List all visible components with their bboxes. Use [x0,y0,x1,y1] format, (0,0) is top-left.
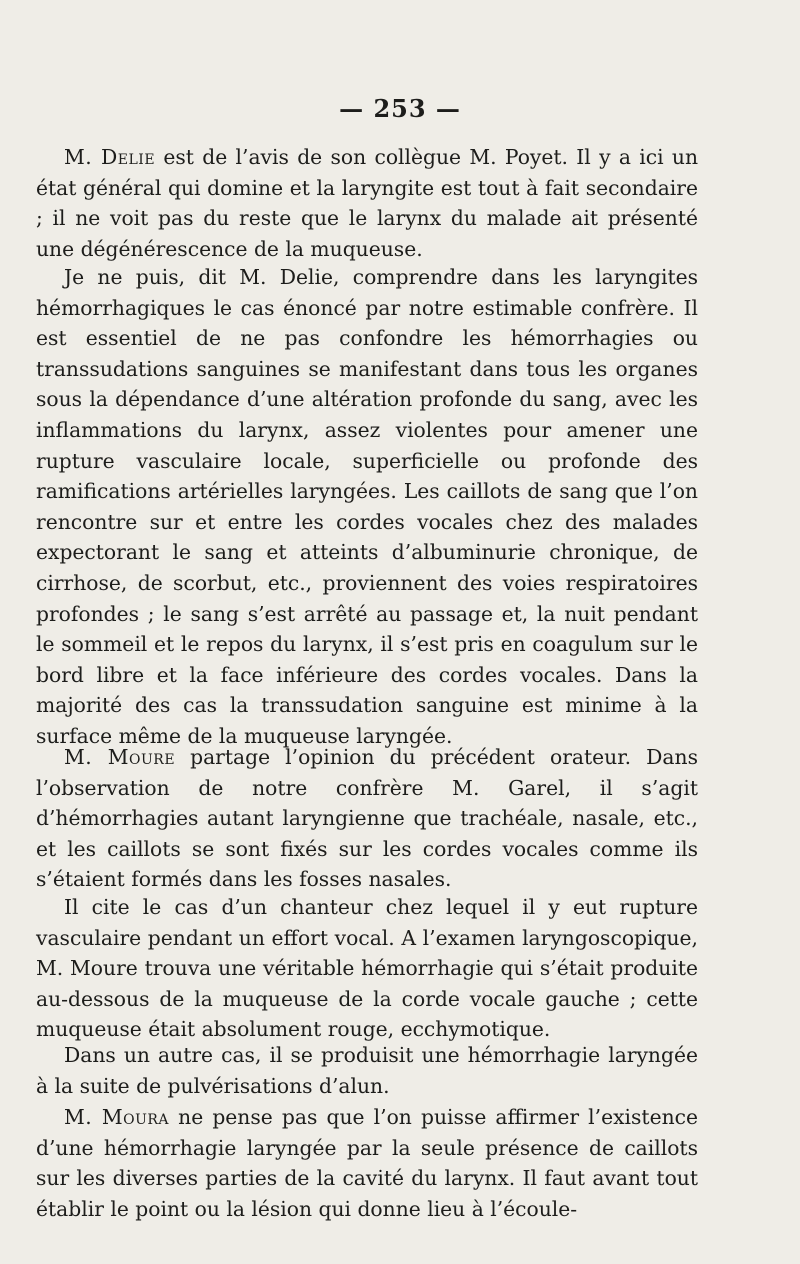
speaker-name: M. Delie [64,145,156,169]
page-number: — 253 — [339,94,461,123]
paragraph-moure-opinion [36,742,698,895]
paragraph-text: ne pense pas que l’on puisse affirmer l’existence d’une hémorrhagie laryngée par la seule présence de caillots sur les diverses parties de la cavité du larynx. Il faut avant tout établir le point ou la lésion qui donne lieu à l’écoule- [36,1105,698,1221]
paragraph-delie-argument [36,262,698,752]
paragraph-text: partage l’opinion du précédent orateur. Dans l’observation de notre confrère M. Garel, il s’agit d’hémorrhagies autant laryngienne que trachéale, nasale, etc., et les caillots se sont fixés sur les cordes vocales comme ils s’étaient formés dans les fosses nasales. [36,745,698,892]
paragraph-text: Dans un autre cas, il se produisit une hémorrhagie laryngée à la suite de pulvérisations d’alun. [36,1043,698,1098]
speaker-name: M. Moura [64,1105,170,1129]
paragraph-text: Je ne puis, dit M. Delie, comprendre dans les laryngites hémorrhagiques le cas énoncé par notre estimable confrère. Il est essentiel de ne pas confondre les hémorrhagies ou transsudations sanguines se manifestant dans tous les organes sous la dépendance d’une altération profonde du sang, avec les inflammations du larynx, assez violentes pour amener une rupture vasculaire locale, superficielle ou profonde des ramifications artérielles laryngées. Les caillots de sang que l’on rencontre sur et entre les cordes vocales chez des malades expectorant le sang et atteints d’albuminurie chronique, de cirrhose, de scorbut, etc., proviennent des voies respiratoires profondes ; le sang s’est arrêté au passage et, la nuit pendant le sommeil et le repos du larynx, il s’est pris en coagulum sur le bord libre et la face inférieure des cordes vocales. Dans la majorité des cas la transsudation sanguine est minime à la surface même de la muqueuse laryngée. [36,265,698,748]
paragraph-moure-second-case [36,1040,698,1101]
paragraph-moure-case [36,892,698,1045]
paragraph-text: est de l’avis de son collègue M. Poyet. Il y a ici un état général qui domine et la laryngite est tout à fait secondaire ; il ne voit pas du reste que le larynx du malade ait présenté une dégénérescence de la muqueuse. [36,145,698,261]
paragraph-moura-opinion [36,1102,698,1224]
paragraph-delie-opinion [36,142,698,264]
speaker-name: M. Moure [64,745,176,769]
paragraph-text: Il cite le cas d’un chanteur chez lequel il y eut rupture vasculaire pendant un effort vocal. A l’examen laryngoscopique, M. Moure trouva une véritable hémorrhagie qui s’était produite au-dessous de la muqueuse de la corde vocale gauche ; cette muqueuse était absolument rouge, ecchymotique. [36,895,698,1042]
